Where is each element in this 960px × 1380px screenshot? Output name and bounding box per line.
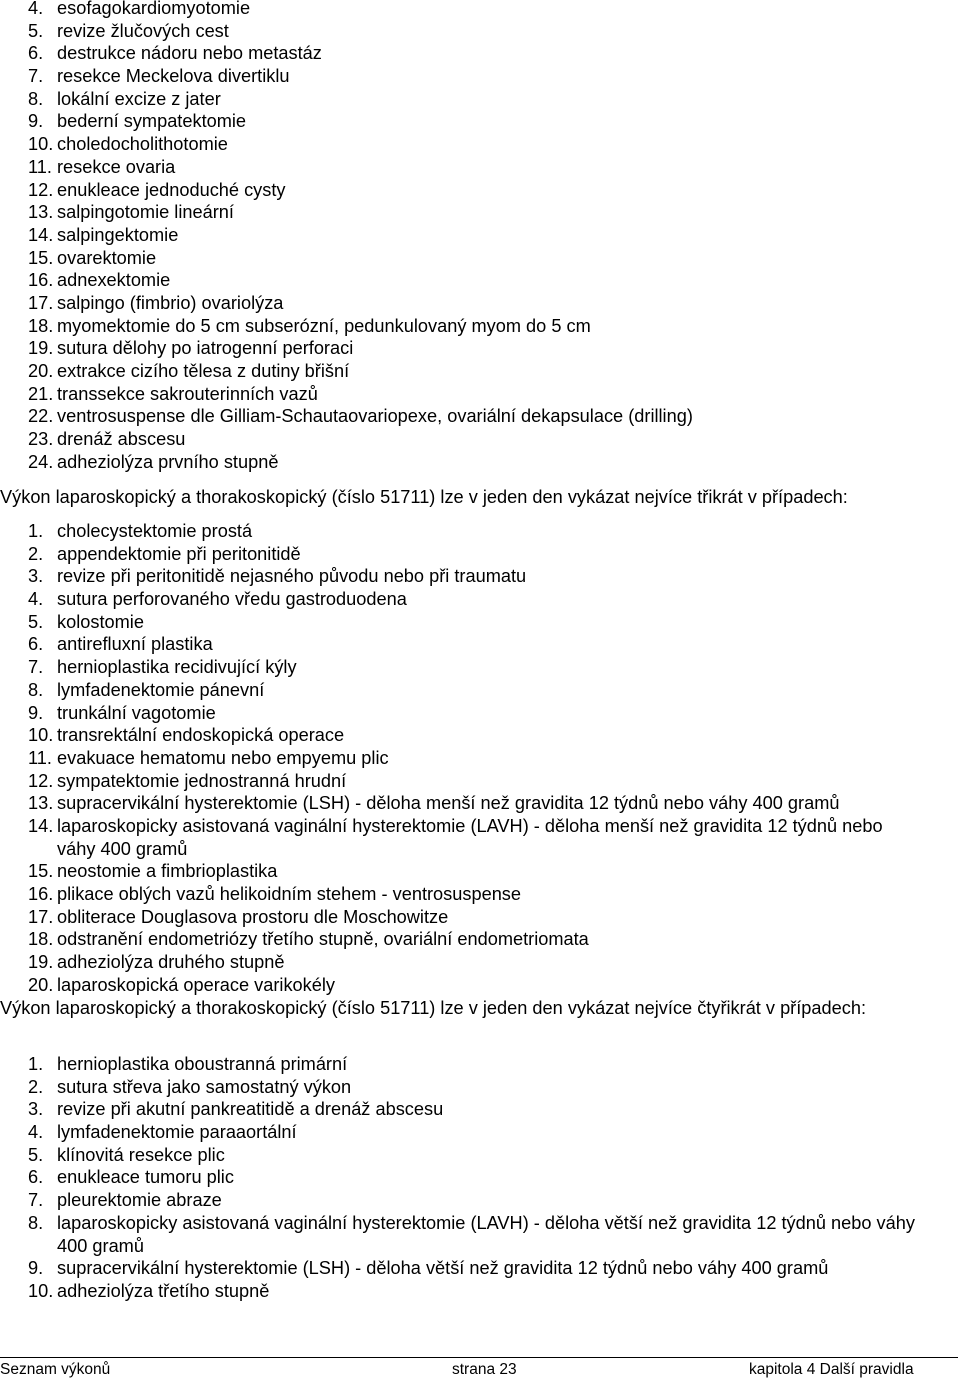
list-item-text: choledocholithotomie bbox=[57, 134, 228, 155]
list-item-number: 6. bbox=[28, 634, 44, 655]
list-item-text: salpingo (fimbrio) ovariolýza bbox=[57, 292, 284, 313]
list-item-text: pleurektomie abraze bbox=[57, 1190, 222, 1211]
list-item-number: 20. bbox=[28, 361, 54, 381]
list-item-text: lymfadenektomie paraaortální bbox=[57, 1122, 297, 1143]
list-item bbox=[0, 88, 960, 111]
list-item-number: 12. bbox=[28, 770, 54, 791]
list-item-text: adheziolýza prvního stupně bbox=[57, 451, 279, 472]
procedure-list-a bbox=[0, 0, 960, 473]
list-item bbox=[0, 405, 960, 428]
list-item-number: 7. bbox=[28, 1190, 44, 1211]
list-item-text: revize při akutní pankreatitidě a drenáž abscesu bbox=[57, 1099, 444, 1120]
list-item-text: sutura dělohy po iatrogenní perforaci bbox=[57, 338, 354, 359]
list-item-number: 4. bbox=[28, 1122, 44, 1143]
list-item-text: sutura perforovaného vředu gastroduodena bbox=[57, 589, 407, 610]
list-item bbox=[0, 974, 960, 997]
list-item-number: 8. bbox=[28, 88, 44, 109]
list-item-text: enukleace tumoru plic bbox=[57, 1167, 234, 1188]
list-item bbox=[0, 156, 960, 179]
list-item bbox=[0, 1212, 960, 1257]
list-item-number: 3. bbox=[28, 1099, 44, 1120]
list-item bbox=[0, 337, 960, 360]
list-item-number: 21. bbox=[28, 383, 54, 404]
list-item-text: trunkální vagotomie bbox=[57, 702, 216, 723]
list-item bbox=[0, 702, 960, 725]
list-item bbox=[0, 1280, 960, 1303]
list-item-number: 23. bbox=[28, 429, 54, 450]
list-item-text: salpingotomie lineární bbox=[57, 202, 234, 223]
list-item-text: revize žlučových cest bbox=[57, 20, 229, 41]
list-item-number: 24. bbox=[28, 451, 54, 472]
list-item-number: 20. bbox=[28, 974, 54, 995]
list-item-text: extrakce cizího tělesa z dutiny břišní bbox=[57, 361, 350, 381]
list-item-number: 12. bbox=[28, 179, 54, 200]
list-item-number: 3. bbox=[28, 566, 44, 587]
list-item-number: 16. bbox=[28, 270, 54, 291]
list-item-number: 13. bbox=[28, 202, 54, 223]
list-item bbox=[0, 292, 960, 315]
list-item-number: 8. bbox=[28, 1212, 44, 1233]
list-item-text: adheziolýza třetího stupně bbox=[57, 1280, 270, 1301]
list-item-text: plikace oblých vazů helikoidním stehem - ventrosuspense bbox=[57, 884, 522, 905]
section-heading-four-times: Výkon laparoskopický a thorakoskopický (číslo 51711) lze v jeden den vykázat nejvíce čtyřikrát v případech: bbox=[0, 998, 867, 1018]
list-item bbox=[0, 679, 960, 702]
list-item-text: sutura střeva jako samostatný výkon bbox=[57, 1076, 352, 1097]
list-item-number: 18. bbox=[28, 929, 54, 950]
list-item-text: klínovitá resekce plic bbox=[57, 1144, 225, 1165]
list-item-number: 13. bbox=[28, 793, 54, 814]
list-item-text: revize při peritonitidě nejasného původu nebo při traumatu bbox=[57, 566, 527, 587]
list-item bbox=[0, 42, 960, 65]
list-item-number: 5. bbox=[28, 611, 44, 632]
list-item-text: odstranění endometriózy třetího stupně, ovariální endometriomata bbox=[57, 929, 589, 950]
list-item-text: hernioplastika oboustranná primární bbox=[57, 1054, 348, 1074]
list-item-number: 18. bbox=[28, 315, 54, 336]
list-item-number: 4. bbox=[28, 0, 44, 18]
list-item-text: ventrosuspense dle Gilliam-Schautaovariopexe, ovariální dekapsulace (drilling) bbox=[57, 406, 693, 427]
list-item bbox=[0, 928, 960, 951]
section-heading-three-times: Výkon laparoskopický a thorakoskopický (číslo 51711) lze v jeden den vykázat nejvíce třikrát v případech: bbox=[0, 487, 848, 507]
list-item bbox=[0, 383, 960, 406]
list-item-text: adnexektomie bbox=[57, 270, 171, 291]
list-item-number: 10. bbox=[28, 134, 54, 155]
list-item bbox=[0, 201, 960, 224]
list-item-number: 11. bbox=[28, 747, 52, 768]
list-item-number: 14. bbox=[28, 224, 54, 245]
list-item-number: 10. bbox=[28, 725, 54, 746]
footer-document-title: Seznam výkonů bbox=[0, 1361, 111, 1378]
list-item-number: 22. bbox=[28, 406, 54, 427]
list-item bbox=[0, 520, 960, 543]
list-item bbox=[0, 315, 960, 338]
list-item-number: 10. bbox=[28, 1280, 54, 1301]
list-item-number: 2. bbox=[28, 1076, 44, 1097]
list-item-text: esofagokardiomyotomie bbox=[57, 0, 251, 18]
list-item bbox=[0, 792, 960, 815]
list-item-number: 2. bbox=[28, 543, 44, 564]
list-item-number: 15. bbox=[28, 247, 54, 268]
list-item-number: 5. bbox=[28, 20, 44, 41]
list-item bbox=[0, 20, 960, 43]
list-item bbox=[0, 883, 960, 906]
list-item-number: 5. bbox=[28, 1144, 44, 1165]
list-item bbox=[0, 1121, 960, 1144]
list-item bbox=[0, 724, 960, 747]
list-item bbox=[0, 611, 960, 634]
list-item bbox=[0, 656, 960, 679]
list-item bbox=[0, 360, 960, 383]
list-item-number: 1. bbox=[28, 521, 44, 541]
list-item-text: enukleace jednoduché cysty bbox=[57, 179, 286, 200]
list-item-number: 8. bbox=[28, 679, 44, 700]
list-item-number: 9. bbox=[28, 111, 44, 132]
list-item-number: 9. bbox=[28, 702, 44, 723]
list-item-text: laparoskopicky asistovaná vaginální hysterektomie (LAVH) - děloha větší než gravidita 12 týdnů nebo váhy 400 gramů bbox=[57, 1212, 915, 1256]
footer-chapter: kapitola 4 Další pravidla bbox=[749, 1361, 914, 1378]
footer-divider bbox=[0, 1357, 958, 1358]
list-item bbox=[0, 1053, 960, 1076]
list-item-text: ovarektomie bbox=[57, 247, 157, 268]
list-item-text: lokální excize z jater bbox=[57, 88, 221, 109]
list-item-number: 6. bbox=[28, 1167, 44, 1188]
list-item-text: transrektální endoskopická operace bbox=[57, 725, 345, 746]
list-item bbox=[0, 451, 960, 474]
list-item-number: 4. bbox=[28, 589, 44, 610]
list-item-text: supracervikální hysterektomie (LSH) - děloha menší než gravidita 12 týdnů nebo váhy 400 gramů bbox=[57, 793, 840, 814]
list-item bbox=[0, 1144, 960, 1167]
list-item-number: 16. bbox=[28, 884, 54, 905]
list-item bbox=[0, 633, 960, 656]
list-item bbox=[0, 860, 960, 883]
procedure-list-three-times bbox=[0, 520, 960, 996]
list-item-text: kolostomie bbox=[57, 611, 144, 632]
list-item bbox=[0, 1166, 960, 1189]
list-item bbox=[0, 0, 960, 20]
list-item bbox=[0, 133, 960, 156]
list-item-text: drenáž abscesu bbox=[57, 429, 186, 450]
list-item bbox=[0, 428, 960, 451]
list-item bbox=[0, 543, 960, 566]
list-item-text: supracervikální hysterektomie (LSH) - děloha větší než gravidita 12 týdnů nebo váhy 400 gramů bbox=[57, 1258, 829, 1279]
list-item bbox=[0, 110, 960, 133]
list-item bbox=[0, 179, 960, 202]
list-item-text: salpingektomie bbox=[57, 224, 179, 245]
list-item-number: 19. bbox=[28, 338, 54, 359]
list-item-text: cholecystektomie prostá bbox=[57, 521, 253, 541]
list-item-number: 14. bbox=[28, 815, 54, 836]
list-item-text: laparoskopicky asistovaná vaginální hysterektomie (LAVH) - děloha menší než gravidita 12 týdnů nebo váhy 400 gramů bbox=[57, 815, 883, 859]
list-item-text: resekce ovaria bbox=[57, 156, 176, 177]
list-item bbox=[0, 906, 960, 929]
list-item-text: laparoskopická operace varikokély bbox=[57, 974, 336, 995]
list-item-text: bederní sympatektomie bbox=[57, 111, 247, 132]
list-item-number: 7. bbox=[28, 66, 44, 87]
list-item-number: 11. bbox=[28, 156, 52, 177]
list-item-text: lymfadenektomie pánevní bbox=[57, 679, 265, 700]
list-item bbox=[0, 1076, 960, 1099]
list-item-text: myomektomie do 5 cm subserózní, pedunkulovaný myom do 5 cm bbox=[57, 315, 591, 336]
list-item bbox=[0, 247, 960, 270]
list-item bbox=[0, 815, 960, 860]
list-item bbox=[0, 269, 960, 292]
list-item-number: 9. bbox=[28, 1258, 44, 1279]
list-item-text: transsekce sakrouterinních vazů bbox=[57, 383, 318, 404]
list-item-number: 6. bbox=[28, 43, 44, 64]
list-item bbox=[0, 951, 960, 974]
list-item bbox=[0, 1098, 960, 1121]
list-item-number: 19. bbox=[28, 952, 54, 973]
list-item-number: 1. bbox=[28, 1054, 44, 1074]
procedure-list-four-times bbox=[0, 1053, 960, 1303]
list-item bbox=[0, 1189, 960, 1212]
footer-page-number: strana 23 bbox=[452, 1361, 517, 1378]
list-item bbox=[0, 588, 960, 611]
list-item bbox=[0, 224, 960, 247]
list-item-text: neostomie a fimbrioplastika bbox=[57, 861, 278, 882]
list-item-text: evakuace hematomu nebo empyemu plic bbox=[57, 747, 389, 768]
list-item-number: 7. bbox=[28, 657, 44, 678]
list-item-number: 17. bbox=[28, 906, 54, 927]
list-item-text: antirefluxní plastika bbox=[57, 634, 213, 655]
list-item-text: sympatektomie jednostranná hrudní bbox=[57, 770, 347, 791]
list-item-number: 17. bbox=[28, 292, 54, 313]
list-item bbox=[0, 65, 960, 88]
list-item-text: adheziolýza druhého stupně bbox=[57, 952, 285, 973]
list-item-number: 15. bbox=[28, 861, 54, 882]
list-item-text: resekce Meckelova divertiklu bbox=[57, 66, 290, 87]
list-item bbox=[0, 770, 960, 793]
list-item-text: hernioplastika recidivující kýly bbox=[57, 657, 297, 678]
list-item bbox=[0, 747, 960, 770]
list-item bbox=[0, 565, 960, 588]
list-item bbox=[0, 1257, 960, 1280]
list-item-text: obliterace Douglasova prostoru dle Moschowitze bbox=[57, 906, 449, 927]
list-item-text: destrukce nádoru nebo metastáz bbox=[57, 43, 322, 64]
list-item-text: appendektomie při peritonitidě bbox=[57, 543, 301, 564]
